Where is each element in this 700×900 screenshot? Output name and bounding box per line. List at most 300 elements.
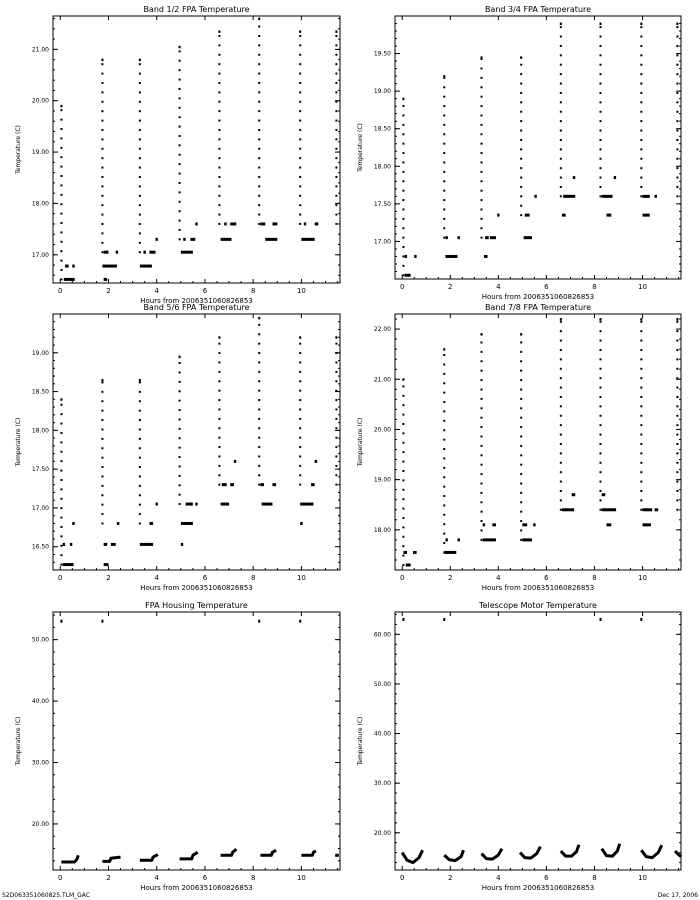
data-point bbox=[520, 64, 522, 66]
data-point bbox=[402, 98, 404, 101]
data-point bbox=[443, 86, 445, 88]
data-point bbox=[139, 204, 141, 206]
chart-panel bbox=[15, 5, 340, 305]
data-point bbox=[640, 415, 642, 417]
data-point bbox=[258, 110, 260, 112]
x-tick-label: 8 bbox=[592, 283, 597, 291]
data-point bbox=[443, 373, 445, 375]
data-point bbox=[218, 176, 220, 178]
data-segment bbox=[444, 551, 456, 554]
data-point bbox=[179, 46, 181, 49]
data-point bbox=[218, 35, 220, 37]
data-point bbox=[520, 520, 522, 522]
data-point bbox=[101, 428, 103, 430]
data-point bbox=[299, 44, 301, 46]
x-tick-label: 6 bbox=[544, 574, 549, 582]
data-point bbox=[101, 110, 103, 112]
data-point bbox=[443, 237, 445, 239]
x-tick-label: 6 bbox=[544, 283, 549, 291]
x-tick-label: 8 bbox=[592, 574, 597, 582]
data-point bbox=[402, 246, 404, 248]
data-segment bbox=[140, 265, 152, 268]
data-point bbox=[481, 492, 483, 494]
data-segment bbox=[602, 493, 606, 496]
data-point bbox=[676, 358, 678, 360]
data-point bbox=[443, 401, 445, 403]
data-point bbox=[676, 73, 678, 75]
data-point bbox=[599, 148, 601, 150]
data-point bbox=[299, 446, 301, 448]
data-point bbox=[179, 475, 181, 477]
data-point bbox=[299, 223, 301, 225]
data-point bbox=[335, 148, 337, 150]
data-point bbox=[443, 486, 445, 488]
data-point bbox=[560, 36, 562, 38]
data-point bbox=[402, 114, 404, 116]
data-point bbox=[560, 434, 562, 436]
x-tick-label: 0 bbox=[399, 283, 405, 291]
data-point bbox=[520, 482, 522, 484]
data-point bbox=[179, 371, 181, 373]
data-point bbox=[335, 446, 337, 448]
data-segment bbox=[614, 176, 616, 179]
data-point bbox=[676, 405, 678, 407]
data-point bbox=[481, 407, 483, 409]
data-point bbox=[676, 92, 678, 94]
data-point bbox=[560, 83, 562, 85]
data-point bbox=[101, 101, 103, 103]
data-segment bbox=[643, 195, 650, 198]
data-point bbox=[179, 144, 181, 146]
data-segment bbox=[602, 195, 613, 198]
data-point bbox=[60, 128, 62, 130]
data-point bbox=[258, 408, 260, 410]
chart-panel bbox=[15, 303, 340, 592]
data-segment bbox=[272, 483, 276, 486]
data-point bbox=[101, 391, 103, 393]
data-point bbox=[560, 167, 562, 169]
data-point bbox=[101, 522, 103, 524]
data-point bbox=[139, 138, 141, 140]
data-point bbox=[599, 490, 601, 492]
data-point bbox=[218, 223, 220, 225]
data-point bbox=[481, 56, 483, 59]
data-point bbox=[599, 158, 601, 160]
data-point bbox=[60, 564, 62, 566]
data-point bbox=[402, 385, 404, 387]
data-point bbox=[599, 462, 601, 464]
data-point bbox=[60, 194, 62, 196]
data-point bbox=[60, 404, 62, 406]
data-point bbox=[481, 454, 483, 456]
data-point bbox=[101, 167, 103, 169]
data-point bbox=[335, 465, 337, 467]
data-point bbox=[179, 116, 181, 118]
chart-panel bbox=[357, 303, 681, 592]
data-segment bbox=[195, 222, 197, 225]
data-segment bbox=[573, 176, 575, 179]
data-point bbox=[299, 91, 301, 93]
data-segment bbox=[116, 251, 118, 254]
data-point bbox=[139, 110, 141, 112]
data-point bbox=[599, 405, 601, 407]
data-point bbox=[481, 388, 483, 390]
data-point bbox=[101, 195, 103, 197]
data-point bbox=[481, 539, 483, 541]
data-point bbox=[443, 523, 445, 525]
y-tick-label: 30.00 bbox=[31, 759, 49, 767]
y-tick-label: 18.00 bbox=[373, 526, 391, 534]
data-curve bbox=[61, 855, 78, 862]
data-point bbox=[443, 495, 445, 497]
data-point bbox=[258, 35, 260, 37]
data-point bbox=[402, 479, 404, 481]
data-point bbox=[60, 479, 62, 481]
data-point bbox=[299, 380, 301, 382]
data-point bbox=[402, 526, 404, 528]
data-segment bbox=[413, 551, 417, 554]
data-curve bbox=[301, 851, 316, 855]
data-point bbox=[139, 223, 141, 225]
data-point bbox=[560, 349, 562, 351]
y-tick-label: 17.00 bbox=[31, 251, 49, 259]
data-point bbox=[640, 139, 642, 141]
data-point bbox=[560, 321, 562, 323]
plot-frame bbox=[53, 612, 340, 870]
data-point bbox=[299, 361, 301, 363]
data-point bbox=[481, 161, 483, 163]
data-point bbox=[481, 180, 483, 182]
y-tick-label: 19.50 bbox=[373, 50, 391, 58]
x-tick-label: 8 bbox=[250, 574, 256, 582]
data-point bbox=[60, 175, 62, 177]
data-point bbox=[101, 251, 103, 253]
x-tick-label: 4 bbox=[496, 874, 501, 882]
data-point bbox=[179, 381, 181, 383]
data-point bbox=[599, 424, 601, 426]
data-point bbox=[560, 73, 562, 75]
data-point bbox=[520, 120, 522, 122]
data-point bbox=[676, 415, 678, 417]
data-segment bbox=[104, 563, 109, 566]
x-tick-label: 10 bbox=[296, 287, 306, 295]
data-point bbox=[599, 358, 601, 360]
x-tick-label: 2 bbox=[448, 874, 453, 882]
x-tick-label: 8 bbox=[250, 287, 256, 295]
data-point bbox=[599, 349, 601, 351]
data-point bbox=[481, 351, 483, 353]
data-point bbox=[676, 120, 678, 122]
chart-panel bbox=[357, 601, 681, 892]
data-point bbox=[560, 148, 562, 150]
data-point bbox=[520, 370, 522, 372]
data-segment bbox=[562, 214, 566, 217]
data-point bbox=[258, 185, 260, 187]
data-point bbox=[443, 161, 445, 163]
data-point bbox=[599, 83, 601, 85]
data-point bbox=[676, 23, 678, 26]
data-point bbox=[179, 50, 181, 52]
data-segment bbox=[260, 222, 265, 225]
data-point bbox=[218, 484, 220, 486]
data-point bbox=[258, 18, 260, 21]
data-point bbox=[599, 177, 601, 179]
data-segment bbox=[63, 563, 74, 566]
data-point bbox=[676, 158, 678, 160]
data-point bbox=[101, 232, 103, 234]
data-point bbox=[299, 110, 301, 112]
data-point bbox=[481, 152, 483, 154]
data-point bbox=[676, 509, 678, 511]
x-tick-label: 0 bbox=[399, 874, 405, 882]
data-point bbox=[481, 426, 483, 428]
data-point bbox=[481, 67, 483, 69]
data-point bbox=[258, 455, 260, 457]
data-segment bbox=[403, 551, 407, 554]
data-point bbox=[560, 130, 562, 132]
data-point bbox=[481, 208, 483, 210]
data-point bbox=[481, 417, 483, 419]
x-tick-label: 8 bbox=[250, 874, 256, 882]
data-curve bbox=[675, 851, 681, 857]
data-point bbox=[443, 124, 445, 126]
data-curve bbox=[520, 847, 540, 858]
data-point bbox=[179, 173, 181, 175]
data-point bbox=[640, 148, 642, 150]
x-tick-label: 2 bbox=[106, 287, 111, 295]
data-point bbox=[258, 352, 260, 354]
data-segment bbox=[181, 251, 193, 254]
data-point bbox=[60, 441, 62, 443]
data-point bbox=[258, 26, 260, 28]
data-point bbox=[640, 490, 642, 492]
data-point bbox=[335, 63, 337, 65]
data-point bbox=[101, 59, 103, 62]
data-point bbox=[101, 176, 103, 178]
data-point bbox=[640, 111, 642, 113]
data-point bbox=[481, 218, 483, 220]
data-point bbox=[443, 410, 445, 412]
data-point bbox=[258, 437, 260, 439]
data-segment bbox=[72, 522, 74, 525]
data-point bbox=[560, 424, 562, 426]
data-point bbox=[101, 475, 103, 477]
footer-filename: S2D063351060825.TLM_GAC bbox=[2, 892, 90, 899]
data-point bbox=[139, 494, 141, 496]
data-point bbox=[335, 35, 337, 37]
data-segment bbox=[111, 543, 116, 546]
data-point bbox=[640, 471, 642, 473]
data-point bbox=[520, 445, 522, 447]
data-point bbox=[101, 400, 103, 402]
data-segment bbox=[315, 222, 319, 225]
data-point bbox=[299, 484, 301, 486]
data-point bbox=[218, 110, 220, 112]
data-point bbox=[520, 454, 522, 456]
data-point bbox=[676, 490, 678, 492]
data-point bbox=[402, 489, 404, 491]
data-segment bbox=[260, 483, 264, 486]
data-point bbox=[443, 363, 445, 365]
y-axis-label: Temperature (C) bbox=[15, 716, 22, 766]
data-point bbox=[640, 177, 642, 179]
data-point bbox=[676, 321, 678, 323]
data-segment bbox=[643, 523, 651, 526]
data-point bbox=[676, 64, 678, 66]
data-point bbox=[299, 82, 301, 84]
data-point bbox=[218, 465, 220, 467]
data-point bbox=[640, 130, 642, 132]
data-point bbox=[60, 620, 62, 623]
data-point bbox=[520, 56, 522, 59]
data-segment bbox=[149, 251, 155, 254]
y-tick-label: 22.00 bbox=[373, 326, 391, 334]
data-point bbox=[335, 73, 337, 75]
data-segment bbox=[265, 238, 277, 241]
x-tick-label: 4 bbox=[154, 287, 159, 295]
y-tick-label: 17.50 bbox=[373, 200, 391, 208]
data-point bbox=[443, 114, 445, 116]
data-segment bbox=[72, 265, 74, 268]
data-curve bbox=[482, 849, 502, 859]
data-segment bbox=[533, 523, 535, 526]
data-point bbox=[481, 501, 483, 503]
data-point bbox=[258, 333, 260, 335]
data-point bbox=[258, 223, 260, 225]
data-point bbox=[299, 73, 301, 75]
chart-title: FPA Housing Temperature bbox=[145, 601, 248, 610]
data-point bbox=[640, 509, 642, 511]
data-point bbox=[335, 455, 337, 457]
x-axis-label: Hours from 2006351060826853 bbox=[481, 884, 595, 892]
data-segment bbox=[406, 563, 411, 566]
x-tick-label: 10 bbox=[638, 574, 648, 582]
data-point bbox=[676, 186, 678, 188]
data-point bbox=[101, 438, 103, 440]
x-tick-label: 6 bbox=[202, 874, 208, 882]
data-segment bbox=[524, 236, 532, 239]
data-segment bbox=[643, 214, 650, 217]
data-point bbox=[640, 321, 642, 323]
data-point bbox=[60, 517, 62, 519]
data-point bbox=[139, 379, 141, 382]
data-point bbox=[402, 545, 404, 547]
data-point bbox=[560, 452, 562, 454]
data-point bbox=[402, 451, 404, 453]
data-point bbox=[676, 130, 678, 132]
data-point bbox=[520, 101, 522, 103]
data-point bbox=[60, 147, 62, 149]
data-point bbox=[139, 475, 141, 477]
data-point bbox=[101, 157, 103, 159]
data-point bbox=[101, 513, 103, 515]
data-point bbox=[179, 79, 181, 81]
data-point bbox=[179, 456, 181, 458]
data-point bbox=[599, 330, 601, 332]
data-point bbox=[218, 167, 220, 169]
data-point bbox=[60, 507, 62, 509]
data-point bbox=[520, 417, 522, 419]
data-point bbox=[139, 176, 141, 178]
data-point bbox=[599, 36, 601, 38]
data-point bbox=[299, 204, 301, 206]
data-point bbox=[560, 377, 562, 379]
data-point bbox=[560, 111, 562, 113]
data-point bbox=[560, 120, 562, 122]
data-segment bbox=[221, 503, 229, 506]
x-tick-label: 2 bbox=[106, 574, 111, 582]
data-point bbox=[481, 86, 483, 88]
data-point bbox=[335, 185, 337, 187]
data-point bbox=[60, 413, 62, 415]
data-point bbox=[443, 467, 445, 469]
data-point bbox=[520, 333, 522, 336]
data-point bbox=[101, 242, 103, 244]
data-point bbox=[402, 404, 404, 406]
data-point bbox=[139, 522, 141, 524]
data-point bbox=[335, 167, 337, 169]
data-point bbox=[218, 455, 220, 457]
y-tick-label: 18.00 bbox=[373, 163, 391, 171]
data-point bbox=[443, 476, 445, 478]
data-point bbox=[443, 448, 445, 450]
data-segment bbox=[234, 460, 236, 463]
data-point bbox=[443, 105, 445, 107]
data-point bbox=[640, 45, 642, 47]
data-point bbox=[402, 395, 404, 397]
data-point bbox=[640, 405, 642, 407]
data-point bbox=[139, 400, 141, 402]
data-segment bbox=[181, 522, 193, 525]
data-point bbox=[60, 105, 62, 108]
data-point bbox=[560, 177, 562, 179]
data-segment bbox=[104, 251, 109, 254]
data-point bbox=[560, 387, 562, 389]
data-segment bbox=[445, 255, 457, 258]
data-segment bbox=[562, 508, 574, 511]
data-point bbox=[560, 340, 562, 342]
data-segment bbox=[606, 214, 611, 217]
data-point bbox=[443, 429, 445, 431]
data-point bbox=[335, 157, 337, 159]
data-point bbox=[101, 620, 103, 623]
data-point bbox=[443, 618, 445, 621]
data-point bbox=[335, 129, 337, 131]
plot-frame bbox=[53, 314, 340, 570]
data-point bbox=[520, 341, 522, 343]
chart-title: Band 1/2 FPA Temperature bbox=[143, 5, 250, 14]
data-point bbox=[599, 452, 601, 454]
data-point bbox=[139, 63, 141, 65]
data-point bbox=[101, 120, 103, 122]
data-point bbox=[299, 129, 301, 131]
data-point bbox=[179, 88, 181, 90]
data-point bbox=[335, 30, 337, 33]
data-point bbox=[179, 69, 181, 71]
data-point bbox=[299, 390, 301, 392]
data-point bbox=[599, 377, 601, 379]
data-point bbox=[599, 111, 601, 113]
data-curve bbox=[221, 849, 237, 855]
data-point bbox=[640, 618, 642, 621]
data-point bbox=[402, 190, 404, 192]
data-point bbox=[402, 517, 404, 519]
data-point bbox=[335, 371, 337, 373]
data-point bbox=[560, 92, 562, 94]
data-segment bbox=[181, 543, 183, 546]
y-tick-label: 19.00 bbox=[31, 149, 49, 157]
y-tick-label: 18.50 bbox=[373, 125, 391, 133]
